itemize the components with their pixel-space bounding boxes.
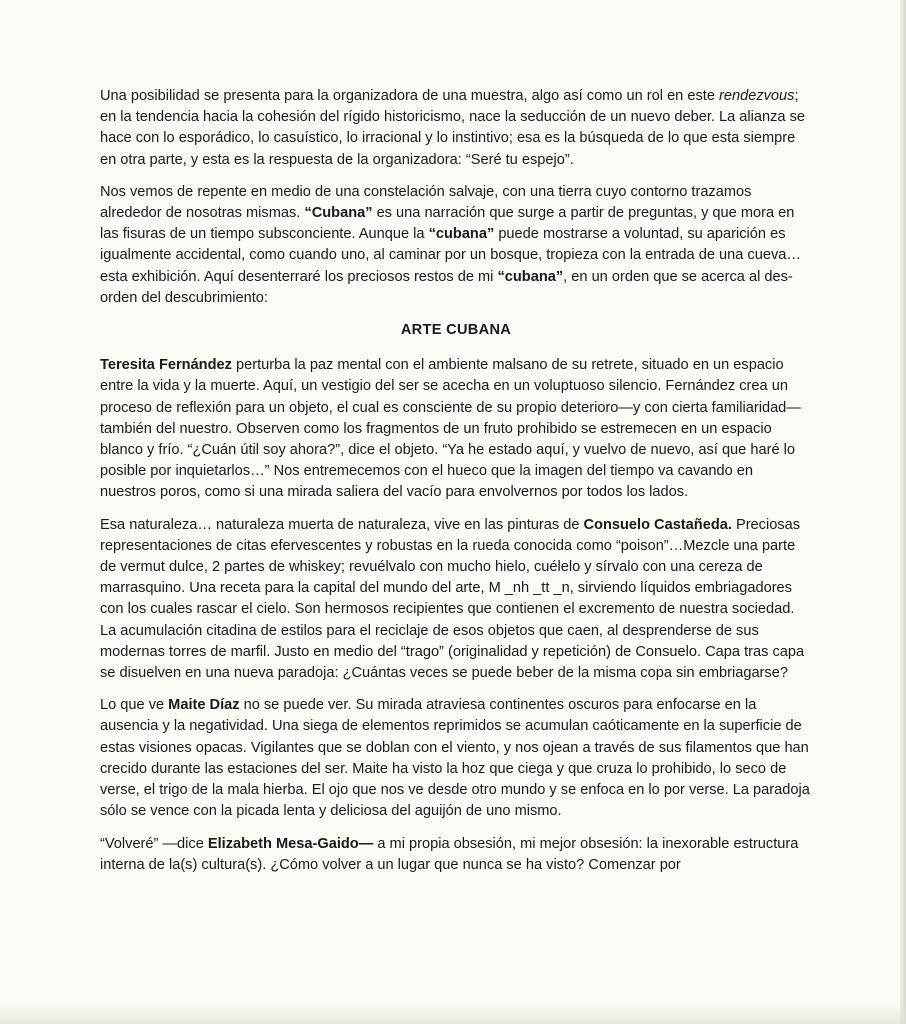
constellation-text-1: Nos vemos de repente en medio de una constelación salvaje, con una tierra cuyo contorno trazamos alrededor de nosotras mismas. bbox=[100, 183, 752, 222]
diaz-text-start: Lo que ve bbox=[100, 697, 169, 714]
intro-text-end: ; en la tendencia hacia la cohesión del rígido historicismo, nace la seducción de un nuevo deber. La alianza se hace con lo esporádico, lo casuístico, lo irracional y lo instintivo; esa es la búsqueda de lo que esta siempre en otra parte, y esta es la respuesta de la organizadora: “Seré tu espejo”. bbox=[100, 88, 806, 168]
intro-text-start: Una posibilidad se presenta para la organizadora de una muestra, algo así como un rol en este bbox=[100, 88, 719, 104]
artist-name-diaz: Maite Díaz bbox=[168, 697, 240, 714]
mesa-gaido-text-end: a mi propia obsesión, mi mejor obsesión: la inexorable estructura interna de la(s) cultura(s). ¿Cómo volver a un lugar que nunca se ha visto? Comenzar por bbox=[100, 835, 799, 873]
page-edge bbox=[900, 0, 906, 1024]
intro-italic-word: rendezvous bbox=[719, 88, 795, 104]
cubana-term-1: “Cubana” bbox=[304, 205, 373, 222]
cubana-term-3: “cubana” bbox=[497, 268, 564, 285]
cubana-term-2: “cubana” bbox=[428, 226, 495, 243]
section-title: ARTE CUBANA bbox=[400, 322, 512, 339]
fernandez-paragraph bbox=[100, 355, 812, 503]
page-bottom-shade bbox=[0, 1002, 906, 1024]
constellation-paragraph bbox=[100, 182, 812, 309]
constellation-text-3: puede mostrarse a voluntad, su aparición es igualmente accidental, como cuando uno, al caminar por un bosque, tropieza con la entrada de una cueva… esta exhibición. Aquí desenterraré los preciosos restos de mi bbox=[100, 226, 801, 285]
mesa-gaido-text-start: “Volveré” —dice bbox=[100, 835, 208, 852]
artist-name-mesa-gaido: Elizabeth Mesa-Gaido— bbox=[207, 835, 374, 852]
artist-name-fernandez: Teresita Fernández bbox=[100, 357, 232, 374]
mesa-gaido-paragraph bbox=[100, 834, 812, 876]
diaz-paragraph bbox=[100, 695, 812, 822]
constellation-text-4: , en un orden que se acerca al des-orden del descubrimiento: bbox=[100, 268, 793, 306]
castaneda-text-start: Esa naturaleza… naturaleza muerta de naturaleza, vive en las pinturas de bbox=[100, 516, 584, 533]
diaz-text-end: no se puede ver. Su mirada atraviesa continentes oscuros para enfocarse en la ausencia y la negatividad. Una siega de elementos reprimidos se acumulan caóticamente en la superficie de estas visiones opacas. Vigilantes que se doblan con el viento, y nos ojean a través de sus filamentos que han crecido durante las estaciones del ser. Maite ha visto la hoz que ciega y que cruza lo prohibido, lo seco de verse, el trigo de la mala hierba. El ojo que nos ve desde otro mundo y se enfoca en lo por verse. La paradoja sólo se vence con la picada lenta y deliciosa del aguijón de uno mismo. bbox=[100, 697, 810, 820]
document-body bbox=[100, 86, 812, 887]
constellation-text-2: es una narración que surge a partir de preguntas, y que mora en las fisuras de un tiempo subsconciente. Aunque la bbox=[100, 205, 795, 243]
castaneda-paragraph bbox=[100, 515, 812, 685]
artist-name-castaneda: Consuelo Castañeda. bbox=[583, 516, 732, 533]
fernandez-text: perturba la paz mental con el ambiente malsano de su retrete, situado en un espacio entre la vida y la muerte. Aquí, un vestigio del ser se acecha en un voluptuoso silencio. Fernández crea un proceso de reflexión para un objeto, el cual es consciente de su propio deterioro—y con cierta familiaridad— también del nuestro. Observen como los fragmentos de un fruto prohibido se estremecen en un espacio blanco y frío. “¿Cuán útil soy ahora?”, dice el objeto. “Ya he estado aquí, y vuelvo de nuevo, así que haré lo posible por inquietarlos…” Nos entremecemos con el hueco que la imagen del tiempo va cavando en nuestros poros, como si una mirada saliera del vacío para envolvernos por todos los lados. bbox=[100, 357, 801, 501]
intro-paragraph bbox=[100, 86, 812, 171]
castaneda-text-end: Preciosas representaciones de citas efervescentes y robustas en la rueda conocida como “poison”…Mezcle una parte de vermut dulce, 2 partes de whiskey; revuélvalo con mucho hielo, cuélelo y sírvalo con una cereza de marrasquino. Una receta para la capital del mundo del arte, M _nh _tt _n, sirviendo líquidos embriagadores con los cuales rascar el cielo. Son hermosos recipientes que contienen el excremento de nuestra sociedad. La acumulación citadina de estilos para el reciclaje de esos objetos que caen, al desprenderse de sus modernas torres de marfil. Justo en medio del “trago” (originalidad y repetición) de Consuelo. Capa tras capa se disuelven en una nueva paradoja: ¿Cuántas veces se puede beber de la misma copa sin embriagarse? bbox=[100, 516, 805, 682]
